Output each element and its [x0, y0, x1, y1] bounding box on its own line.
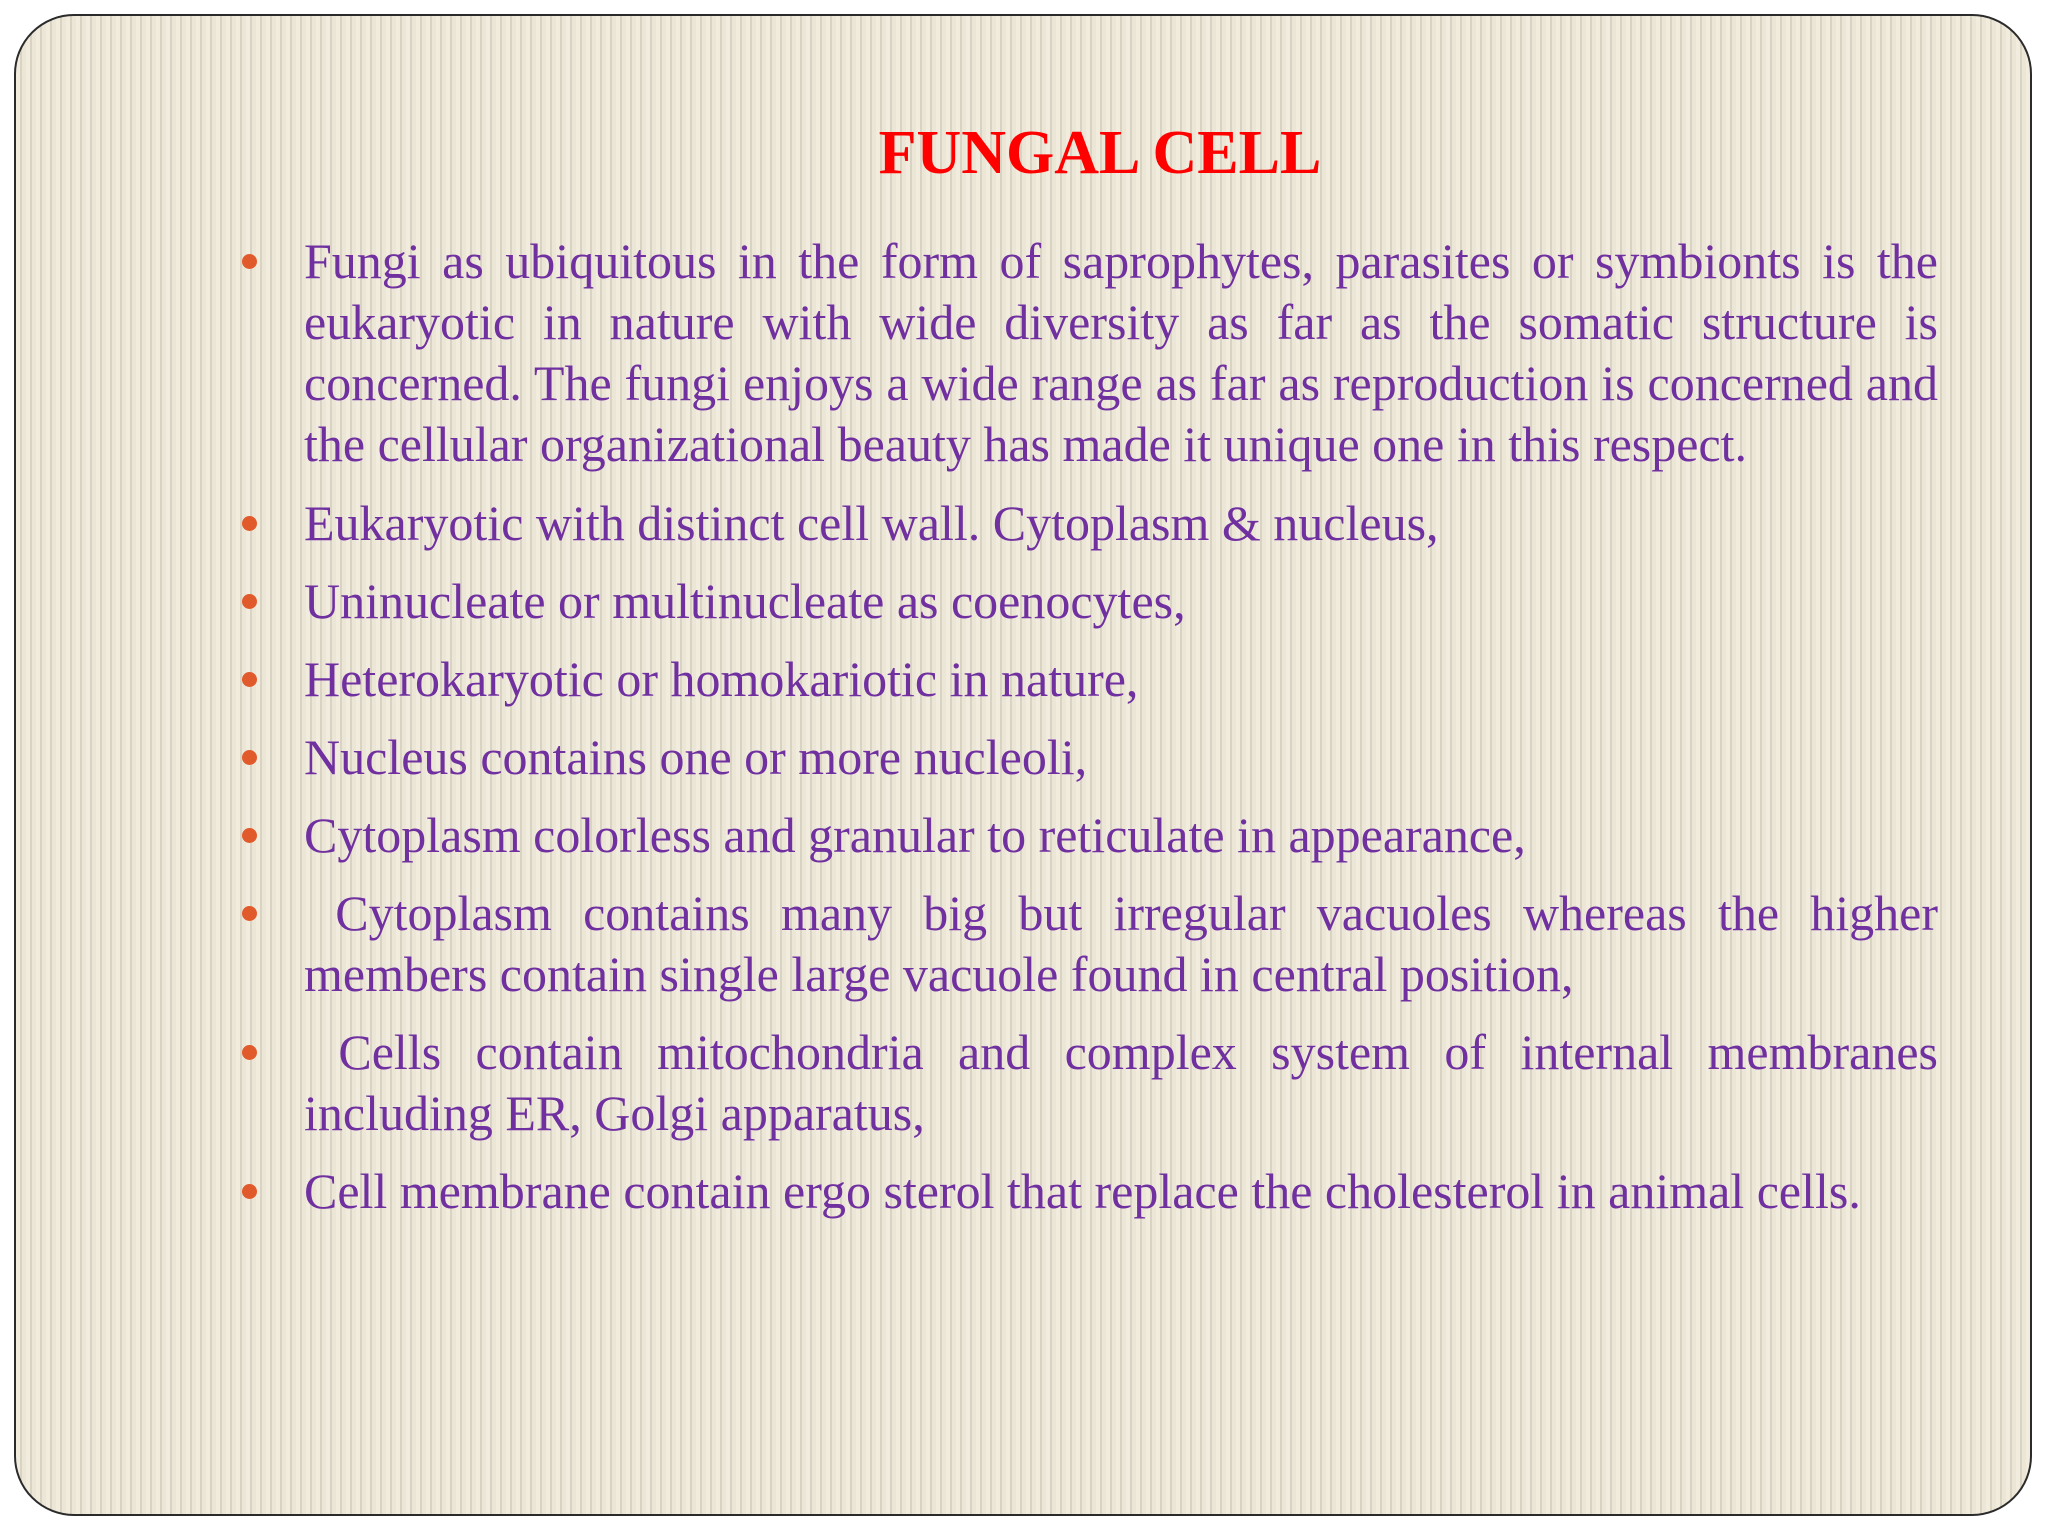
list-item [226, 805, 1938, 866]
list-item [226, 883, 1951, 1005]
bullet-text: Cytoplasm colorless and granular to reticulate in appearance, [304, 807, 1526, 863]
list-item [226, 649, 1938, 710]
list-item [226, 571, 1938, 632]
bullet-dot-icon [242, 254, 257, 269]
bullet-dot-icon [242, 516, 257, 531]
bullet-text: Eukaryotic with distinct cell wall. Cytoplasm & nucleus, [304, 495, 1439, 551]
bullet-text: Fungi as ubiquitous in the form of saprophytes, parasites or symbionts is the eukaryotic in nature with wide diversity as far as the somatic structure is concerned. The fungi enjoys a wide range as far as reproduction is concerned and the cellular organizational beauty has made it unique one in this respect. [304, 233, 1938, 472]
bullet-dot-icon [242, 672, 257, 687]
slide-title: FUNGAL CELL [878, 119, 1322, 187]
slide [14, 14, 2032, 1516]
bullet-text: Nucleus contains one or more nucleoli, [304, 729, 1088, 785]
list-item [226, 727, 1938, 788]
list-item [226, 231, 1938, 475]
bullet-dot-icon [242, 1045, 257, 1060]
bullet-dot-icon [242, 828, 257, 843]
bullet-text: Cell membrane contain ergo sterol that replace the cholesterol in animal cells. [304, 1163, 1861, 1219]
bullet-dot-icon [242, 906, 257, 921]
bullet-list [226, 231, 1951, 1239]
list-item [226, 1022, 1951, 1144]
bullet-text: Cytoplasm contains many big but irregular vacuoles whereas the higher members contain single large vacuole found in central position, [304, 885, 1951, 1002]
bullet-text: Uninucleate or multinucleate as coenocytes, [304, 573, 1186, 629]
bullet-text: Heterokaryotic or homokariotic in nature, [304, 651, 1139, 707]
bullet-dot-icon [242, 1184, 257, 1199]
bullet-dot-icon [242, 750, 257, 765]
list-item [226, 493, 1938, 554]
list-item [226, 1161, 1938, 1222]
bullet-text: Cells contain mitochondria and complex system of internal membranes including ER, Golgi apparatus, [304, 1024, 1951, 1141]
bullet-dot-icon [242, 594, 257, 609]
